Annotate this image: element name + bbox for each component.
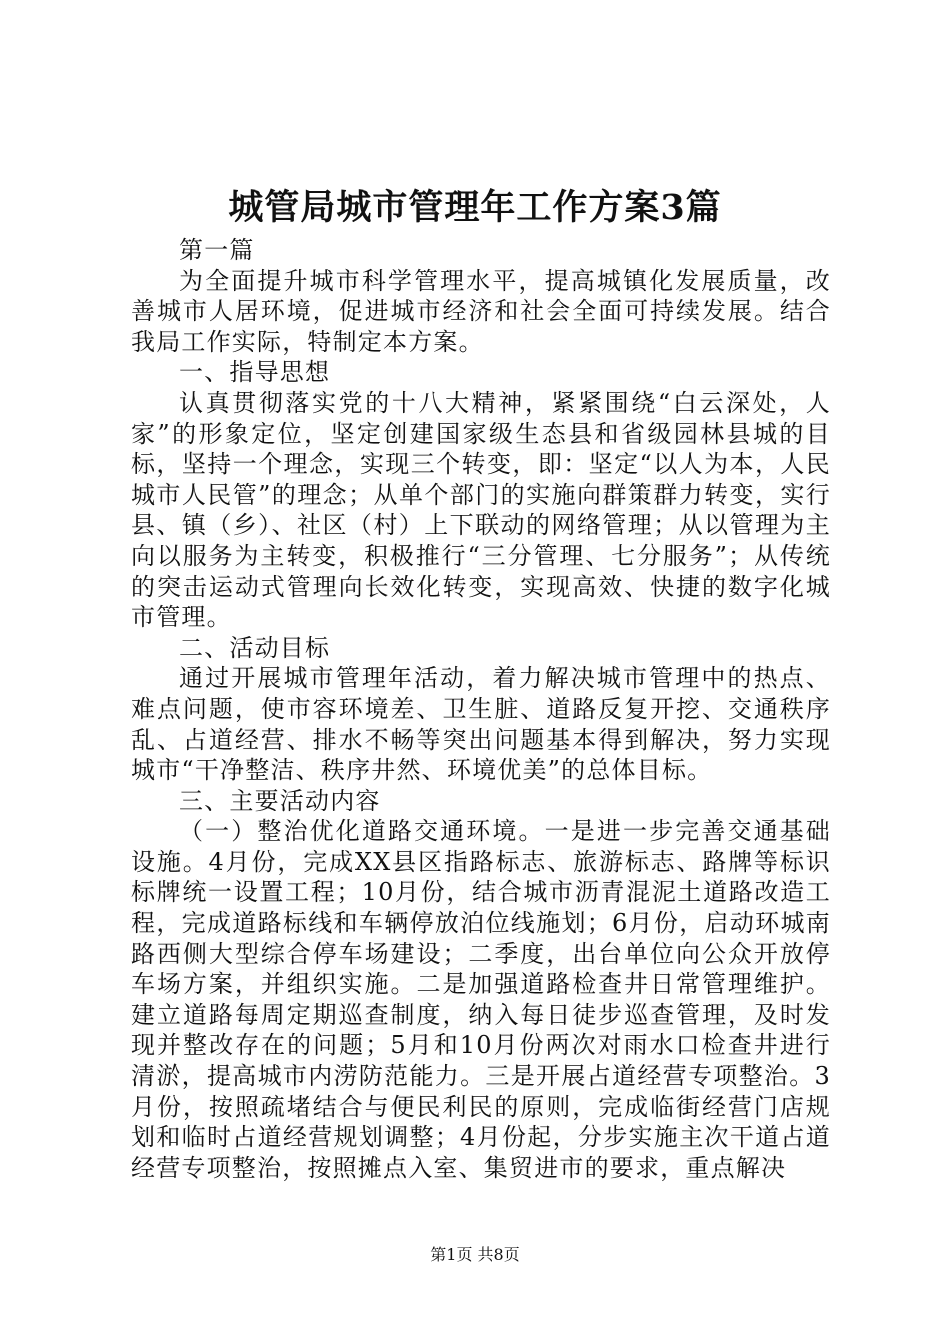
paragraph-main-activities: （一）整治优化道路交通环境。一是进一步完善交通基础设施。4月份，完成XX县区指路标志、旅游标志、路牌等标识标牌统一设置工程；10月份，结合城市沥青混泥土道路改造工程，完成道路标线和车辆停放泊位线施划；6月份，启动环城南路西侧大型综合停车场建设；二季度，出台单位向公众开放停车场方案，并组织实施。二是加强道路检查井日常管理维护。建立道路每周定期巡查制度，纳入每日徒步巡查管理，及时发现并整改存在的问题；5月和10月份两次对雨水口检查井进行清淤，提高城市内涝防范能力。三是开展占道经营专项整治。3月份，按照疏堵结合与便民利民的原则，完成临街经营门店规划和临时占道经营规划调整；4月份起，分步实施主次干道占道经营专项整治，按照摊点入室、集贸进市的要求，重点解决 [131,817,831,1182]
page-footer: 第1页 共8页 [430,1245,520,1264]
heading-guiding-ideology: 一、指导思想 [179,358,331,387]
intro-paragraph: 为全面提升城市科学管理水平，提高城镇化发展质量，改善城市人居环境，促进城市经济和社会全面可持续发展。结合我局工作实际，特制定本方案。 [131,266,831,356]
document-body [131,235,831,1183]
section-label: 第一篇 [179,236,255,264]
heading-main-activities: 三、主要活动内容 [179,786,381,815]
paragraph-guiding-ideology: 认真贯彻落实党的十八大精神，紧紧围绕“白云深处，人家”的形象定位，坚定创建国家级生态县和省级园林县城的目标，坚持一个理念，实现三个转变，即：坚定“以人为本，人民城市人民管”的理念；从单个部门的实施向群策群力转变，实行县、镇（乡）、社区（村）上下联动的网络管理；从以管理为主向以服务为主转变，积极推行“三分管理、七分服务”；从传统的突击运动式管理向长效化转变，实现高效、快捷的数字化城市管理。 [131,388,831,632]
document-title: 城管局城市管理年工作方案3篇 [228,187,722,228]
paragraph-activity-goals: 通过开展城市管理年活动，着力解决城市管理中的热点、难点问题，使市容环境差、卫生脏、道路反复开挖、交通秩序乱、占道经营、排水不畅等突出问题基本得到解决，努力实现城市“干净整洁、秩序井然、环境优美”的总体目标。 [131,664,831,785]
heading-activity-goals: 二、活动目标 [179,633,331,662]
